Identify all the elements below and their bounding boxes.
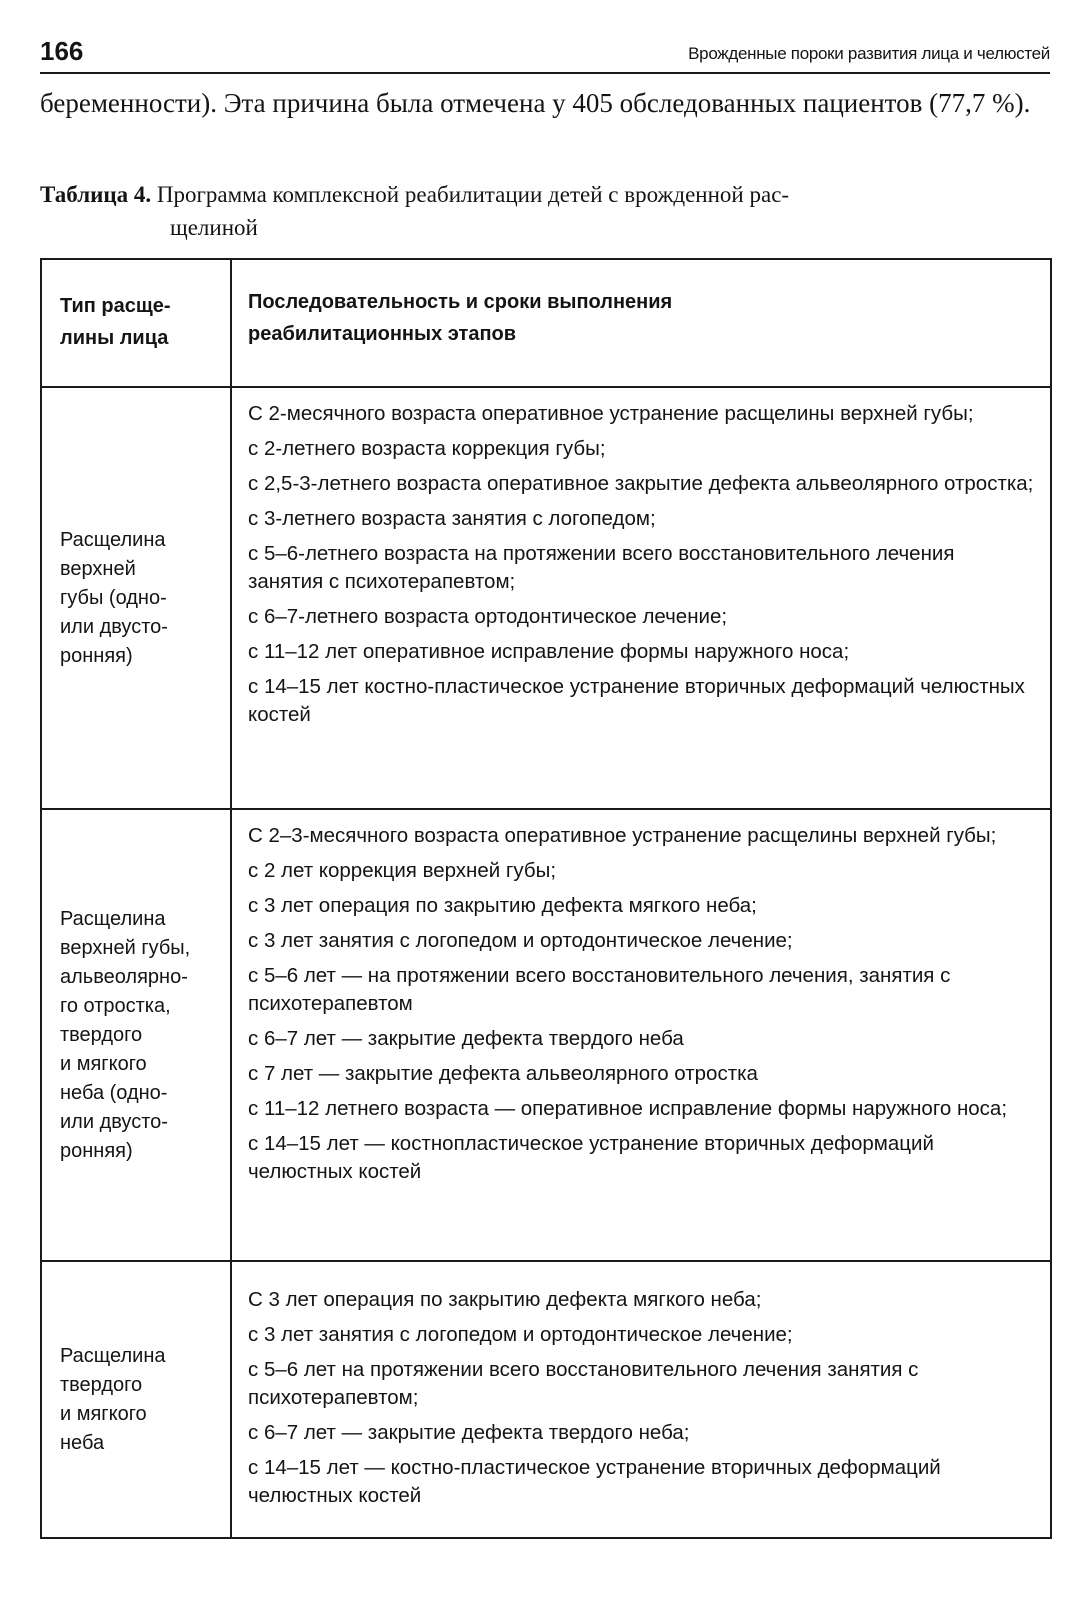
header-steps: Последовательность и сроки выполнения реабилитационных этапов [248, 291, 673, 345]
step-item: с 2,5-3-летнего возраста оперативное закрытие дефекта альвеолярного отростка; [248, 472, 1034, 495]
step-item: с 3 лет операция по закрытию дефекта мягкого неба; [248, 894, 757, 917]
page-header [40, 32, 1050, 74]
step-item: с 2 лет коррекция верхней губы; [248, 859, 557, 882]
step-item: с 3 лет занятия с логопедом и ортодонтическое лечение; [248, 929, 793, 952]
step-item: с 3-летнего возраста занятия с логопедом; [248, 507, 656, 530]
cleft-type-cell: Расщелина твердого и мягкого неба [42, 1262, 232, 1537]
step-item: с 6–7-летнего возраста ортодонтическое лечение; [248, 605, 728, 628]
step-item: с 11–12 летнего возраста — оперативное исправление формы наружного носа; [248, 1097, 1008, 1120]
table-caption-text: Программа комплексной реабилитации детей с врожденной рас- [151, 182, 790, 207]
step-item: с 5–6 лет на протяжении всего восстановительного лечения занятия с психотерапевтом; [248, 1358, 919, 1409]
table-header-row [42, 260, 1050, 386]
body-paragraph: беременности). Эта причина была отмечена у 405 обследованных пациентов (77,7 %). [40, 88, 1031, 118]
steps-cell [232, 388, 1050, 808]
table-caption-label: Таблица 4. [40, 182, 152, 207]
table-row [42, 808, 1050, 1260]
step-item: с 14–15 лет — костно-пластическое устранение вторичных деформаций челюстных костей [248, 1456, 941, 1507]
running-title: Врожденные пороки развития лица и челюстей [688, 44, 1050, 63]
step-item: с 6–7 лет — закрытие дефекта твердого неба; [248, 1421, 690, 1444]
table-caption [40, 178, 1050, 244]
step-item: с 2-летнего возраста коррекция губы; [248, 437, 606, 460]
step-item: с 5–6 лет — на протяжении всего восстановительного лечения, занятия с психотерапевтом [248, 964, 951, 1015]
step-item: С 2–3-месячного возраста оперативное устранение расщелины верхней губы; [248, 824, 997, 847]
step-item: с 5–6-летнего возраста на протяжении всего восстановительного лечения занятия с психотерапевтом; [248, 542, 955, 593]
steps-cell [232, 1262, 1050, 1537]
step-item: с 11–12 лет оперативное исправление формы наружного носа; [248, 640, 850, 663]
page-number: 166 [40, 36, 84, 66]
step-item: С 2-месячного возраста оперативное устранение расщелины верхней губы; [248, 402, 974, 425]
step-item: С 3 лет операция по закрытию дефекта мягкого неба; [248, 1288, 762, 1311]
cleft-type-cell: Расщелина верхней губы, альвеолярно- го отростка, твердого и мягкого неба (одно- или двусто- ронняя) [42, 810, 232, 1260]
cleft-type-cell: Расщелина верхней губы (одно- или двусто- ронняя) [42, 388, 232, 808]
step-item: с 14–15 лет — костнопластическое устранение вторичных деформаций челюстных костей [248, 1132, 934, 1183]
table-row [42, 1260, 1050, 1537]
table-row [42, 386, 1050, 808]
steps-cell [232, 810, 1050, 1260]
table-caption-text-continued: щелиной [170, 215, 258, 240]
step-item: с 14–15 лет костно-пластическое устранение вторичных деформаций челюстных костей [248, 675, 1025, 726]
rehabilitation-table [40, 258, 1052, 1539]
header-cleft-type: Тип расще- лины лица [42, 260, 232, 386]
step-item: с 7 лет — закрытие дефекта альвеолярного отростка [248, 1062, 758, 1085]
step-item: с 3 лет занятия с логопедом и ортодонтическое лечение; [248, 1323, 793, 1346]
step-item: с 6–7 лет — закрытие дефекта твердого неба [248, 1027, 684, 1050]
